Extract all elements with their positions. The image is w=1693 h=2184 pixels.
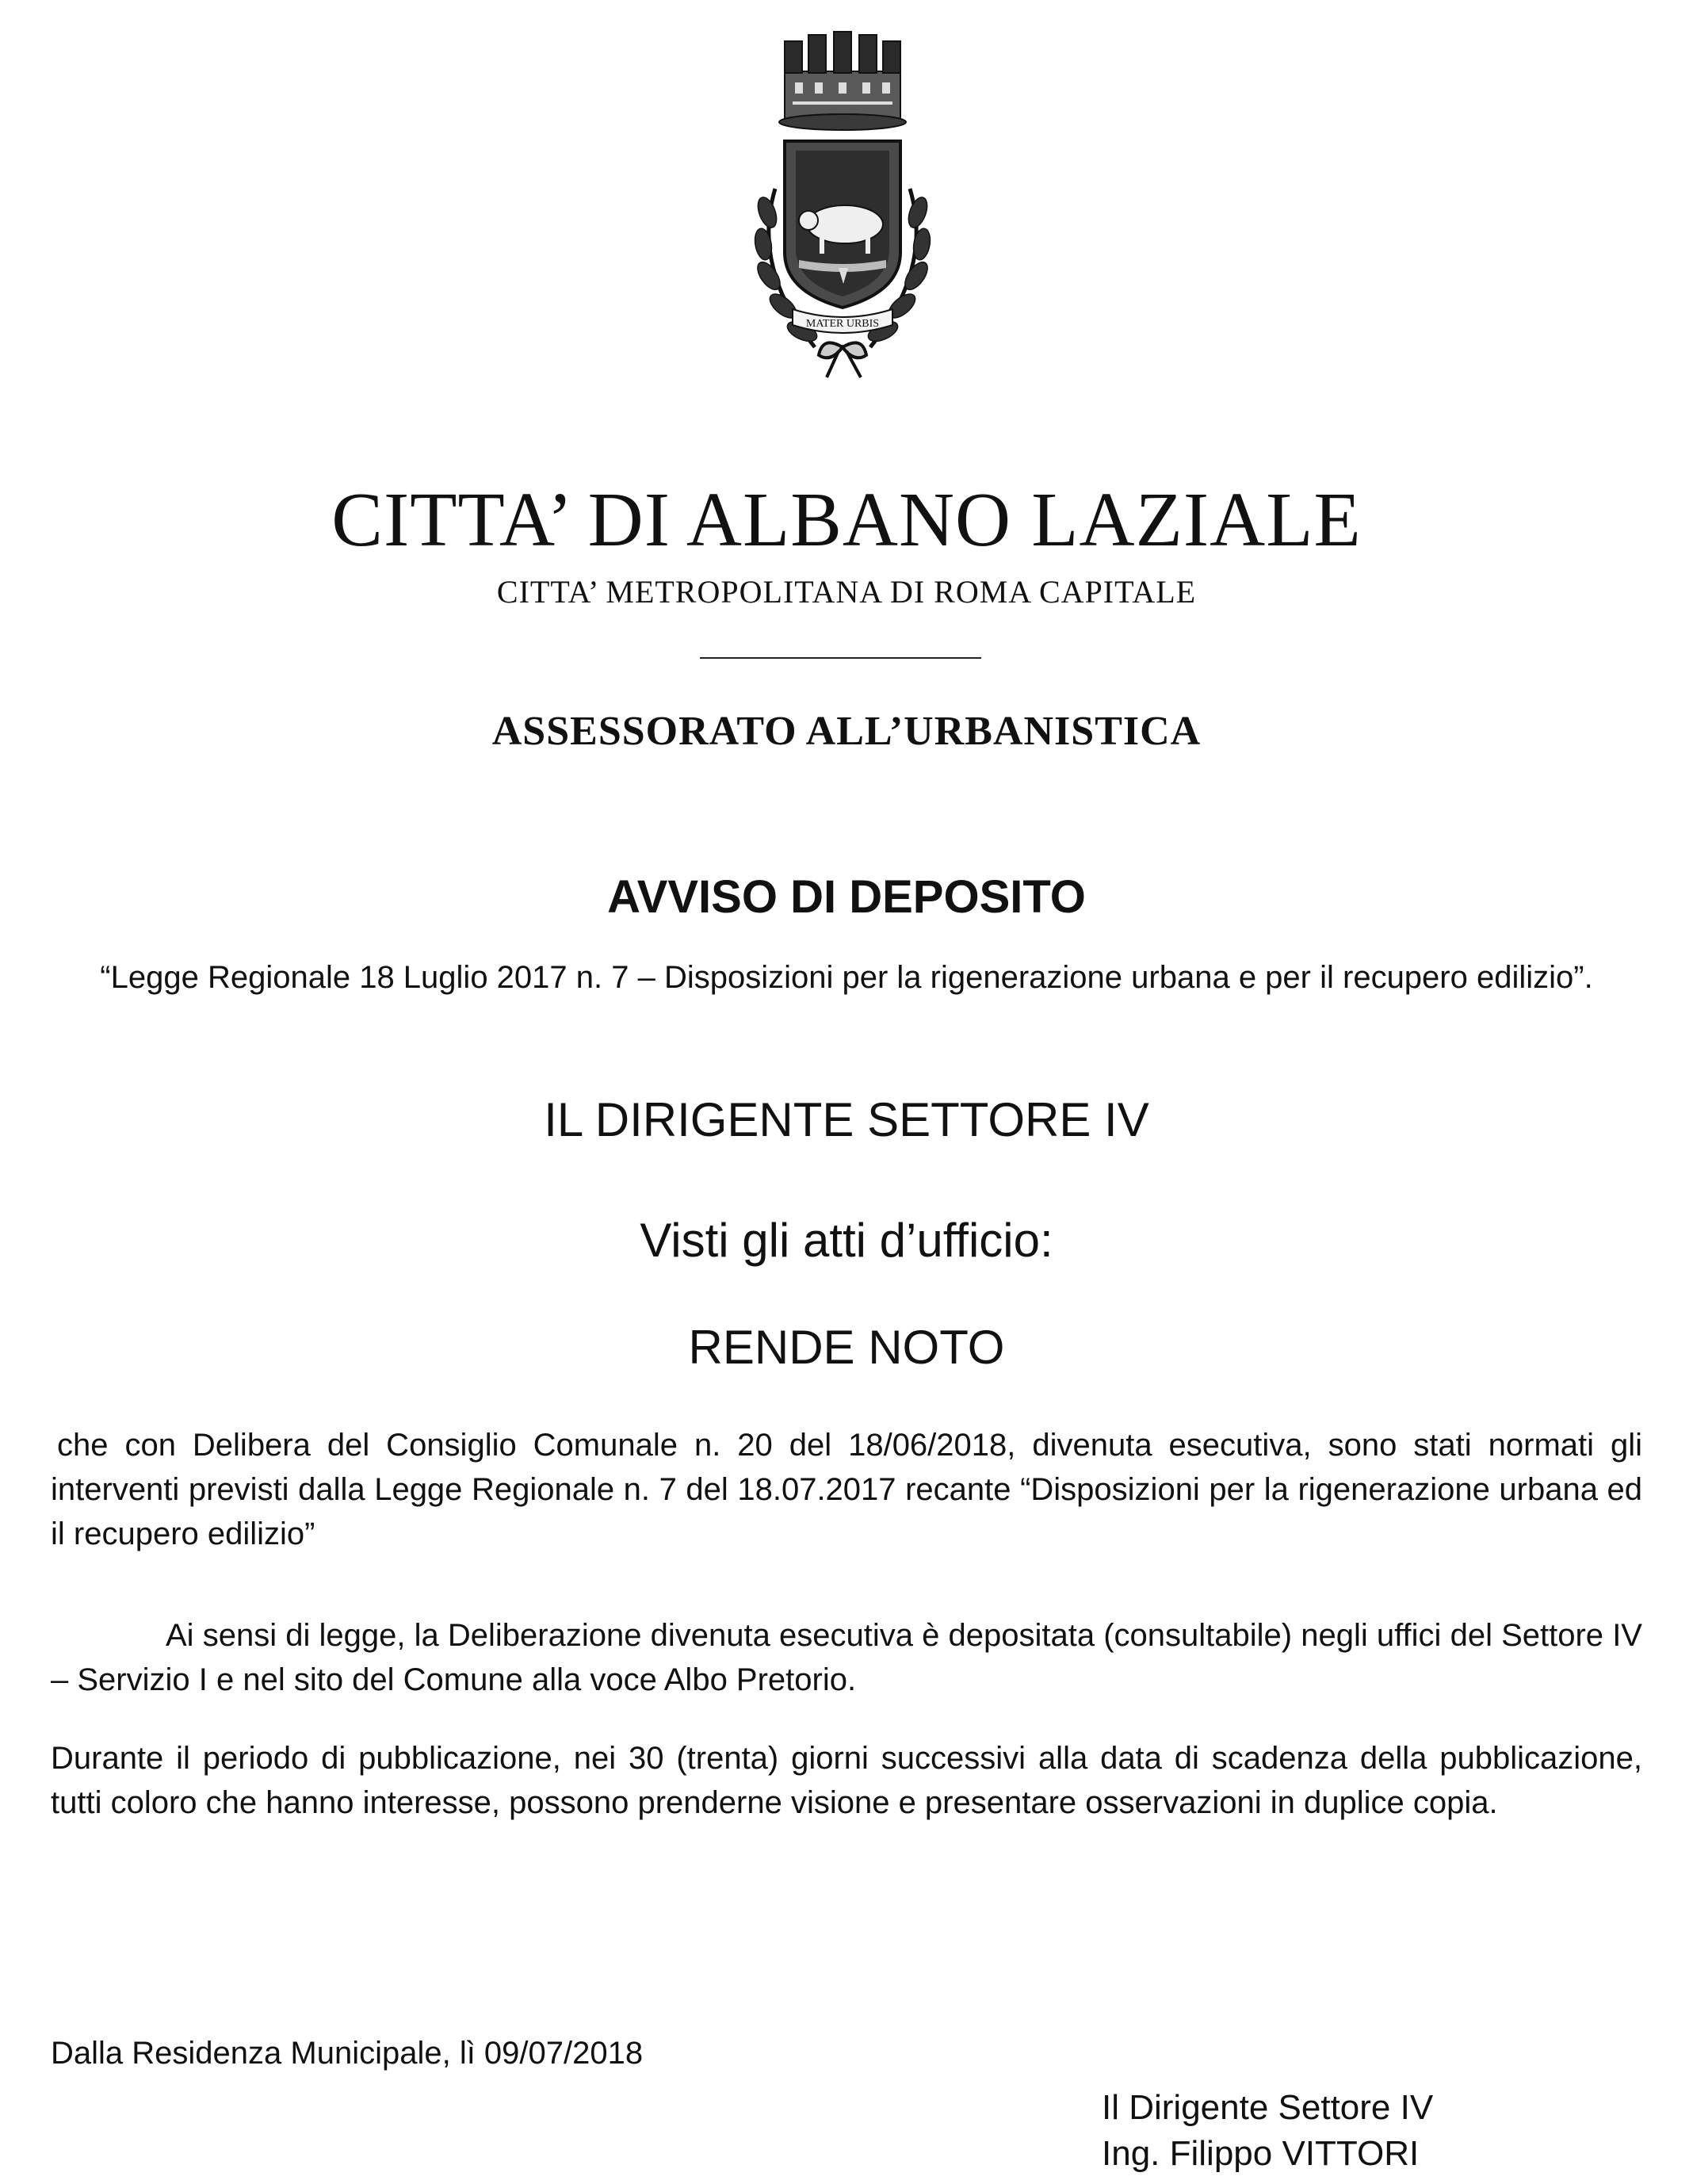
department-heading: ASSESSORATO ALL’URBANISTICA	[491, 709, 1202, 754]
signer-name: Ing. Filippo VITTORI	[1102, 2134, 1420, 2173]
header-divider	[700, 657, 981, 659]
crown-icon	[779, 32, 906, 130]
signer-role: Il Dirigente Settore IV	[1102, 2088, 1434, 2127]
body-paragraph-1: che con Delibera del Consiglio Comunale n. 20 del 18/06/2018, divenuta esecutiva, sono stati normati gli interventi previsti dalla Legge Regionale n. 7 del 18.07.2017 recante “Disposizioni per la rigenerazione urbana ed il recupero edilizio”	[51, 1428, 1642, 1551]
shield-icon	[785, 141, 900, 308]
law-reference: “Legge Regionale 18 Luglio 2017 n. 7 – Disposizioni per la rigenerazione urbana e per il recupero edilizio”.	[100, 960, 1593, 995]
considering-line: Visti gli atti d’ufficio:	[640, 1214, 1053, 1267]
announce-heading: RENDE NOTO	[688, 1321, 1005, 1374]
place-date: Dalla Residenza Municipale, lì 09/07/2018	[51, 2036, 644, 2071]
coat-of-arms-icon	[720, 30, 965, 379]
notice-title: AVVISO DI DEPOSITO	[607, 871, 1086, 923]
issuer-heading: IL DIRIGENTE SETTORE IV	[544, 1093, 1149, 1146]
signature-block	[1102, 2085, 1433, 2177]
body-paragraph-2: Ai sensi di legge, la Deliberazione divenuta esecutiva è depositata (consultabile) negli uffici del Settore IV – Servizio I e nel sito del Comune alla voce Albo Pretorio.	[51, 1618, 1642, 1697]
svg-text:MATER URBIS: MATER URBIS	[805, 318, 880, 330]
body-paragraph-3: Durante il periodo di pubblicazione, nei 30 (trenta) giorni successivi alla data di scadenza della pubblicazione, tutti coloro che hanno interesse, possono prenderne visione e presentare osservazioni in duplice copia.	[51, 1741, 1642, 1820]
city-title: CITTA’ DI ALBANO LAZIALE	[331, 477, 1362, 562]
motto-ribbon	[793, 309, 892, 333]
ribbon-bow-icon	[819, 342, 866, 377]
city-subtitle: CITTA’ METROPOLITANA DI ROMA CAPITALE	[496, 574, 1197, 610]
